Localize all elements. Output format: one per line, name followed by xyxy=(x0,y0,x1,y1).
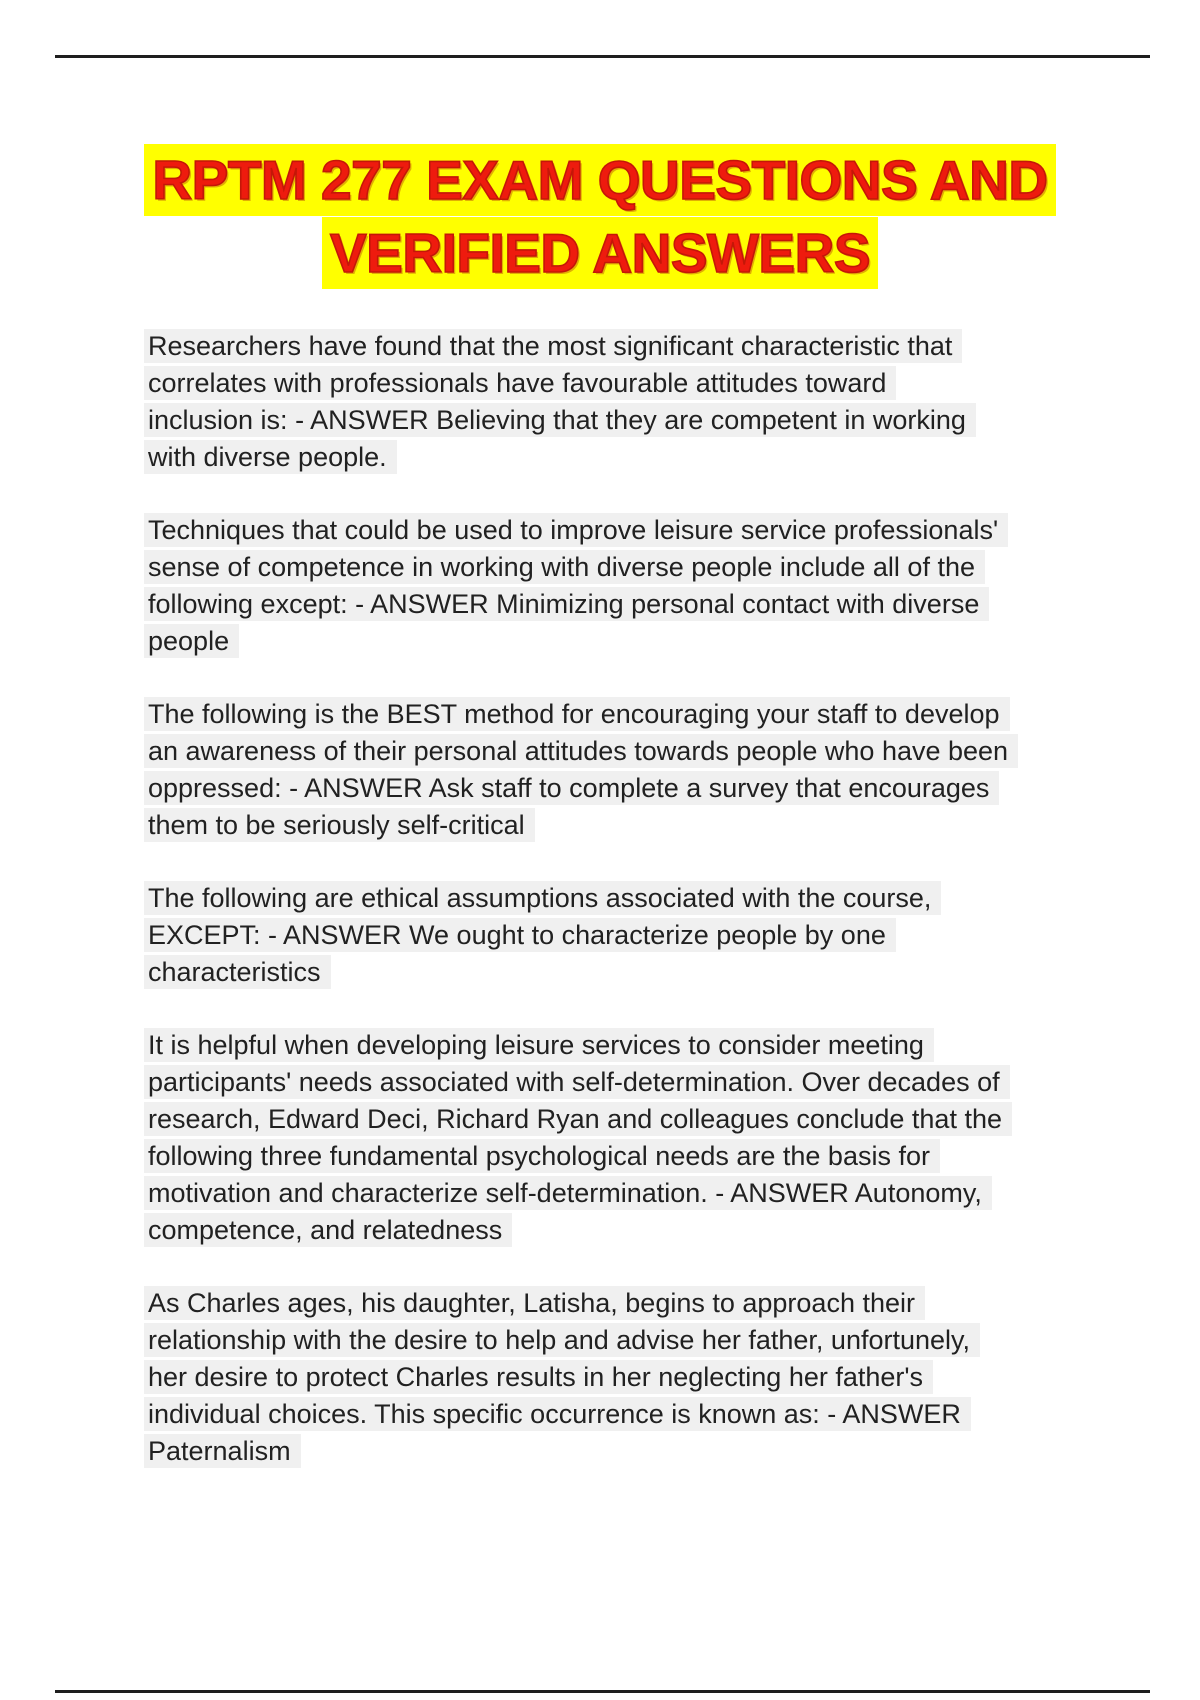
qa-paragraph-6 xyxy=(148,1285,1078,1470)
qa-line: characteristics xyxy=(148,954,1078,991)
top-rule xyxy=(55,55,1150,58)
qa-line: The following are ethical assumptions associated with the course, xyxy=(148,880,1078,917)
qa-paragraph-3 xyxy=(148,696,1078,844)
qa-line: EXCEPT: - ANSWER We ought to characterize people by one xyxy=(148,917,1078,954)
document-body xyxy=(148,328,1078,1470)
qa-line: following three fundamental psychological needs are the basis for xyxy=(148,1138,1078,1175)
qa-line: oppressed: - ANSWER Ask staff to complete a survey that encourages xyxy=(148,770,1078,807)
qa-paragraph-1 xyxy=(148,328,1078,476)
qa-line: sense of competence in working with diverse people include all of the xyxy=(148,549,1078,586)
document-title xyxy=(0,144,1200,290)
qa-line: individual choices. This specific occurrence is known as: - ANSWER xyxy=(148,1396,1078,1433)
qa-line: competence, and relatedness xyxy=(148,1212,1078,1249)
title-line-1 xyxy=(0,144,1200,217)
qa-line: It is helpful when developing leisure services to consider meeting xyxy=(148,1027,1078,1064)
qa-line: Techniques that could be used to improve leisure service professionals' xyxy=(148,512,1078,549)
qa-line: her desire to protect Charles results in her neglecting her father's xyxy=(148,1359,1078,1396)
qa-line: following except: - ANSWER Minimizing personal contact with diverse xyxy=(148,586,1078,623)
qa-paragraph-2 xyxy=(148,512,1078,660)
qa-line: relationship with the desire to help and advise her father, unfortunely, xyxy=(148,1322,1078,1359)
qa-line: them to be seriously self-critical xyxy=(148,807,1078,844)
qa-line: Paternalism xyxy=(148,1433,1078,1470)
qa-line: inclusion is: - ANSWER Believing that they are competent in working xyxy=(148,402,1078,439)
qa-line: research, Edward Deci, Richard Ryan and colleagues conclude that the xyxy=(148,1101,1078,1138)
qa-line: correlates with professionals have favourable attitudes toward xyxy=(148,365,1078,402)
qa-line: people xyxy=(148,623,1078,660)
qa-line: Researchers have found that the most significant characteristic that xyxy=(148,328,1078,365)
qa-line: The following is the BEST method for encouraging your staff to develop xyxy=(148,696,1078,733)
title-highlight-2: VERIFIED ANSWERS xyxy=(322,217,878,289)
qa-line: an awareness of their personal attitudes towards people who have been xyxy=(148,733,1078,770)
qa-line: participants' needs associated with self-determination. Over decades of xyxy=(148,1064,1078,1101)
title-highlight-1: RPTM 277 EXAM QUESTIONS AND xyxy=(144,144,1055,216)
title-line-2 xyxy=(0,217,1200,290)
qa-line: with diverse people. xyxy=(148,439,1078,476)
qa-paragraph-5 xyxy=(148,1027,1078,1249)
qa-paragraph-4 xyxy=(148,880,1078,991)
bottom-rule xyxy=(55,1690,1150,1693)
qa-line: As Charles ages, his daughter, Latisha, begins to approach their xyxy=(148,1285,1078,1322)
qa-line: motivation and characterize self-determination. - ANSWER Autonomy, xyxy=(148,1175,1078,1212)
